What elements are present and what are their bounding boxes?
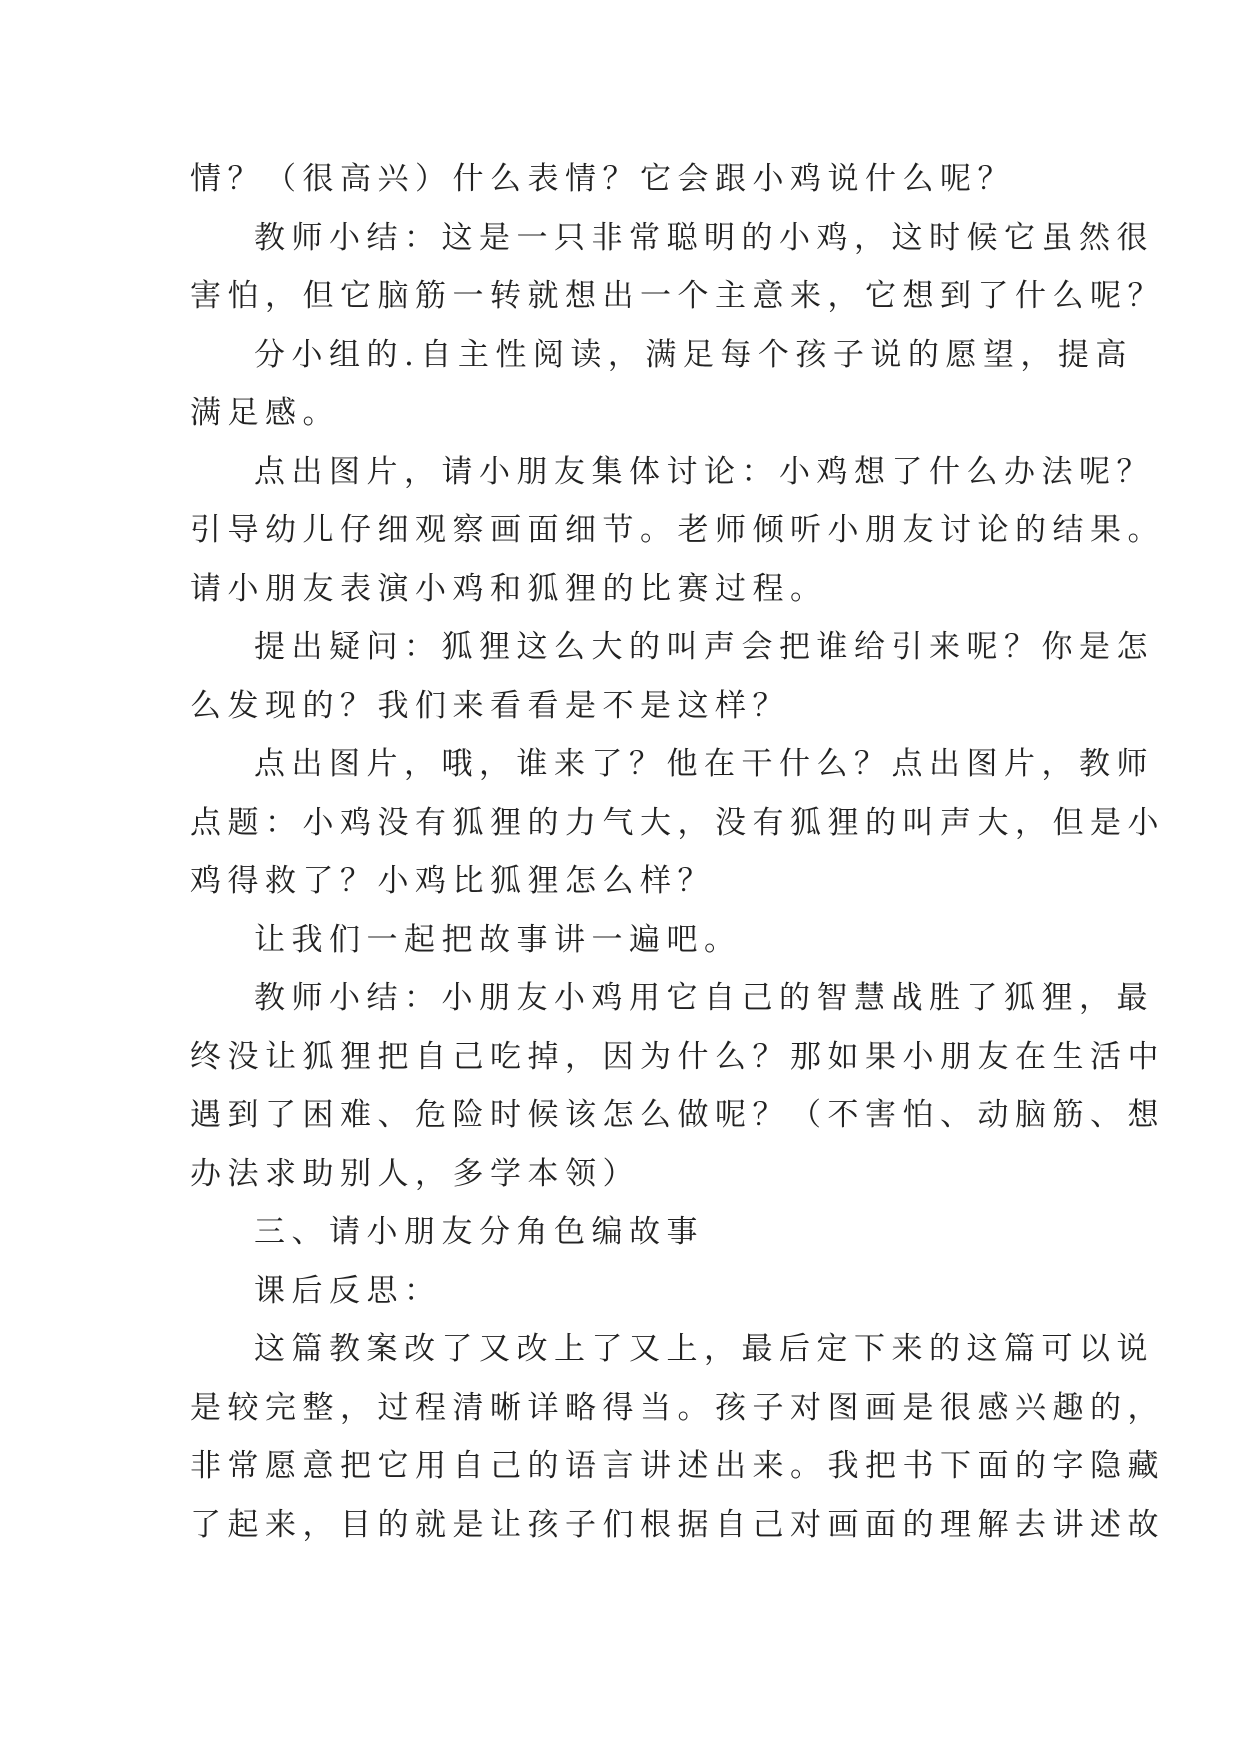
text-line: 点出图片，请小朋友集体讨论：小鸡想了什么办法呢？ xyxy=(254,453,1154,490)
text-line: 分小组的.自主性阅读，满足每个孩子说的愿望，提高 xyxy=(254,336,1133,373)
text-line: 终没让狐狸把自己吃掉，因为什么？那如果小朋友在生活中 xyxy=(190,1038,1165,1075)
text-line: 情？（很高兴）什么表情？它会跟小鸡说什么呢？ xyxy=(190,161,1015,197)
text-line: 害怕，但它脑筋一转就想出一个主意来，它想到了什么呢？ xyxy=(190,278,1165,314)
text-line: 提出疑问：狐狸这么大的叫声会把谁给引来呢？你是怎 xyxy=(254,629,1154,665)
text-line: 了起来，目的就是让孩子们根据自己对画面的理解去讲述故 xyxy=(190,1506,1165,1543)
text-line: 三、请小朋友分角色编故事 xyxy=(254,1214,704,1250)
text-line: 办法求助别人，多学本领） xyxy=(190,1155,640,1192)
text-line: 引导幼儿仔细观察画面细节。老师倾听小朋友讨论的结果。 xyxy=(190,512,1165,548)
text-line: 鸡得救了？小鸡比狐狸怎么样？ xyxy=(190,863,715,899)
text-line: 遇到了困难、危险时候该怎么做呢？（不害怕、动脑筋、想 xyxy=(190,1097,1165,1133)
text-line: 请小朋友表演小鸡和狐狸的比赛过程。 xyxy=(190,570,828,607)
text-line: 课后反思： xyxy=(254,1272,442,1309)
text-line: 点题：小鸡没有狐狸的力气大，没有狐狸的叫声大，但是小 xyxy=(190,804,1165,841)
text-line: 是较完整，过程清晰详略得当。孩子对图画是很感兴趣的， xyxy=(190,1389,1165,1426)
text-line: 点出图片，哦，谁来了？他在干什么？点出图片，教师 xyxy=(254,746,1154,782)
text-line: 教师小结：这是一只非常聪明的小鸡，这时候它虽然很 xyxy=(254,219,1154,256)
text-line: 让我们一起把故事讲一遍吧。 xyxy=(254,921,742,958)
text-line: 教师小结：小朋友小鸡用它自己的智慧战胜了狐狸，最 xyxy=(254,980,1154,1016)
text-line: 非常愿意把它用自己的语言讲述出来。我把书下面的字隐藏 xyxy=(190,1448,1165,1484)
document-body xyxy=(190,150,1165,1554)
text-line: 么发现的？我们来看看是不是这样？ xyxy=(190,687,790,724)
text-line: 这篇教案改了又改上了又上，最后定下来的这篇可以说 xyxy=(254,1331,1154,1367)
text-line: 满足感。 xyxy=(190,395,340,431)
